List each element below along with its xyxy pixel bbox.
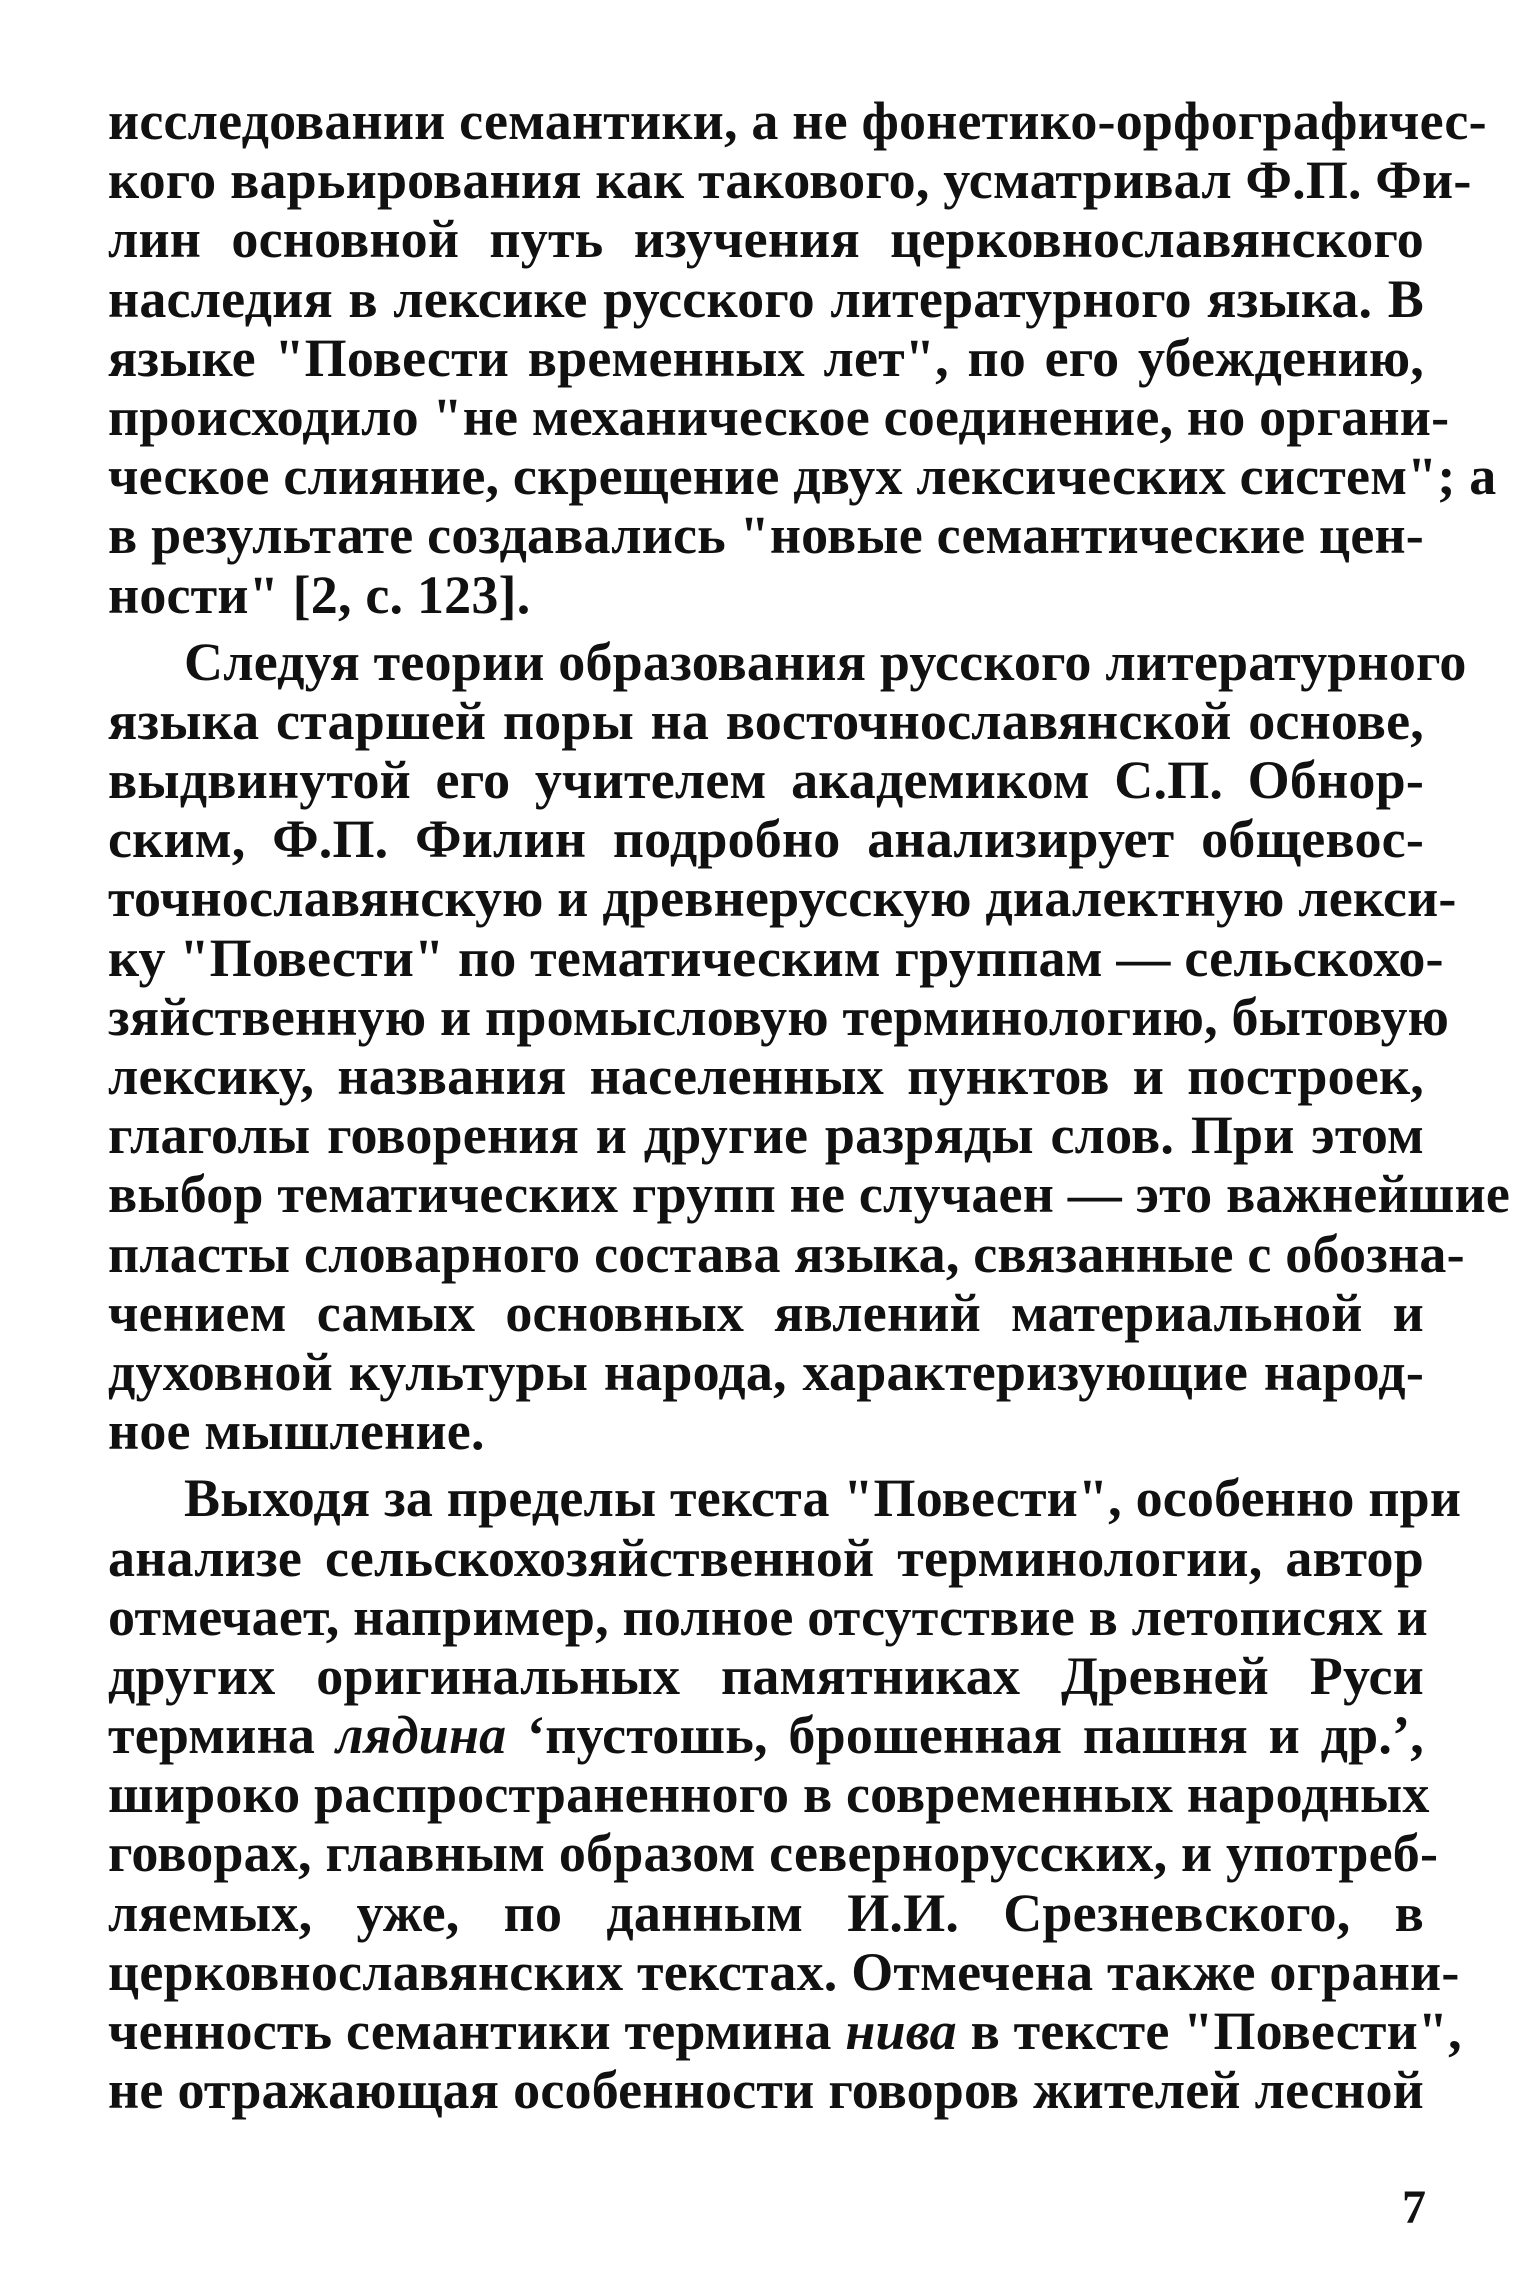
text-segment: широко распространенного в современных народных bbox=[108, 1764, 1430, 1825]
text-line bbox=[108, 1529, 1424, 1588]
text-line: ским, Ф.П. Филин подробно анализирует общевос- bbox=[108, 809, 1424, 870]
text-segment: говорах, главным образом севернорусских, и употреб- bbox=[108, 1823, 1439, 1884]
text-segment: других оригинальных памятниках Древней Руси bbox=[108, 1645, 1424, 1706]
text-line: ку "Повести" по тематическим группам — сельскохо- bbox=[108, 927, 1444, 988]
text-line: чением самых основных явлений материальной и bbox=[108, 1282, 1424, 1343]
text-segment: церковнославянских текстах. Отмечена также ограни- bbox=[108, 1941, 1460, 2002]
text-line: ности" [2, с. 123]. bbox=[108, 564, 531, 625]
text-line: кого варьирования как такового, усматривал Ф.П. Фи- bbox=[108, 150, 1472, 211]
text-line: выдвинутой его учителем академиком С.П. Обнор- bbox=[108, 750, 1424, 811]
text-segment: анализе сельскохозяйственной терминологии, автор bbox=[108, 1527, 1424, 1588]
text-line: точнославянскую и древнерусскую диалектную лекси- bbox=[108, 868, 1457, 929]
text-line bbox=[108, 1468, 1462, 1529]
text-segment: отмечает, например, полное отсутствие в летописях и bbox=[108, 1586, 1428, 1647]
text-line bbox=[108, 1647, 1424, 1706]
text-line: ческое слияние, скрещение двух лексических систем"; а bbox=[108, 446, 1497, 507]
text-line: происходило "не механическое соединение, но органи- bbox=[108, 386, 1450, 447]
italic-term: нива bbox=[845, 2001, 957, 2061]
text-line bbox=[108, 1884, 1424, 1943]
text-line bbox=[108, 2061, 1424, 2120]
text-segment: ‘пустошь, брошенная пашня и др.’, bbox=[506, 1705, 1424, 1766]
text-line: пласты словарного состава языка, связанные с обозна- bbox=[108, 1223, 1465, 1284]
paragraph-3 bbox=[108, 1468, 1462, 2121]
text-line: исследовании семантики, а не фонетико-орфографичес- bbox=[108, 91, 1487, 151]
paragraph-2 bbox=[108, 631, 1511, 1462]
text-line bbox=[108, 1941, 1460, 2002]
text-line: духовной культуры народа, характеризующие народ- bbox=[108, 1341, 1424, 1402]
page-number: 7 bbox=[1402, 2181, 1426, 2234]
paragraph-1 bbox=[108, 91, 1497, 625]
text-line bbox=[108, 1764, 1430, 1825]
text-line: наследия в лексике русского литературного языка. В bbox=[108, 268, 1424, 329]
text-segment: ченность семантики термина bbox=[108, 2001, 846, 2061]
text-segment: термина bbox=[108, 1705, 336, 1766]
text-line: выбор тематических групп не случаен — это важнейшие bbox=[108, 1164, 1511, 1225]
text-line bbox=[108, 1586, 1428, 1647]
text-segment: не отражающая особенности говоров жителей лесной bbox=[108, 2060, 1424, 2121]
text-segment: в тексте "Повести", bbox=[956, 2001, 1462, 2061]
text-line bbox=[108, 2001, 1462, 2061]
text-segment: ляемых, уже, по данным И.И. Срезневского, в bbox=[108, 1882, 1424, 1943]
text-line: глаголы говорения и другие разряды слов. При этом bbox=[108, 1105, 1424, 1166]
text-line: ное мышление. bbox=[108, 1401, 485, 1462]
text-line bbox=[108, 1706, 1424, 1765]
text-line bbox=[108, 1823, 1439, 1884]
italic-term: лядина bbox=[335, 1705, 507, 1766]
text-line: языке "Повести временных лет", по его убеждению, bbox=[108, 327, 1424, 388]
text-line: зяйственную и промысловую терминологию, бытовую bbox=[108, 986, 1450, 1047]
text-line: лексику, названия населенных пунктов и построек, bbox=[108, 1046, 1424, 1106]
text-line: в результате создавались "новые семантические цен- bbox=[108, 505, 1424, 566]
text-line: лин основной путь изучения церковнославянского bbox=[108, 209, 1424, 270]
text-line: Следуя теории образования русского литературного bbox=[184, 631, 1467, 692]
text-line: языка старшей поры на восточнославянской основе, bbox=[108, 690, 1424, 751]
text-segment: Выходя за пределы текста "Повести", особенно при bbox=[184, 1468, 1462, 1529]
text-column bbox=[108, 91, 1511, 2121]
